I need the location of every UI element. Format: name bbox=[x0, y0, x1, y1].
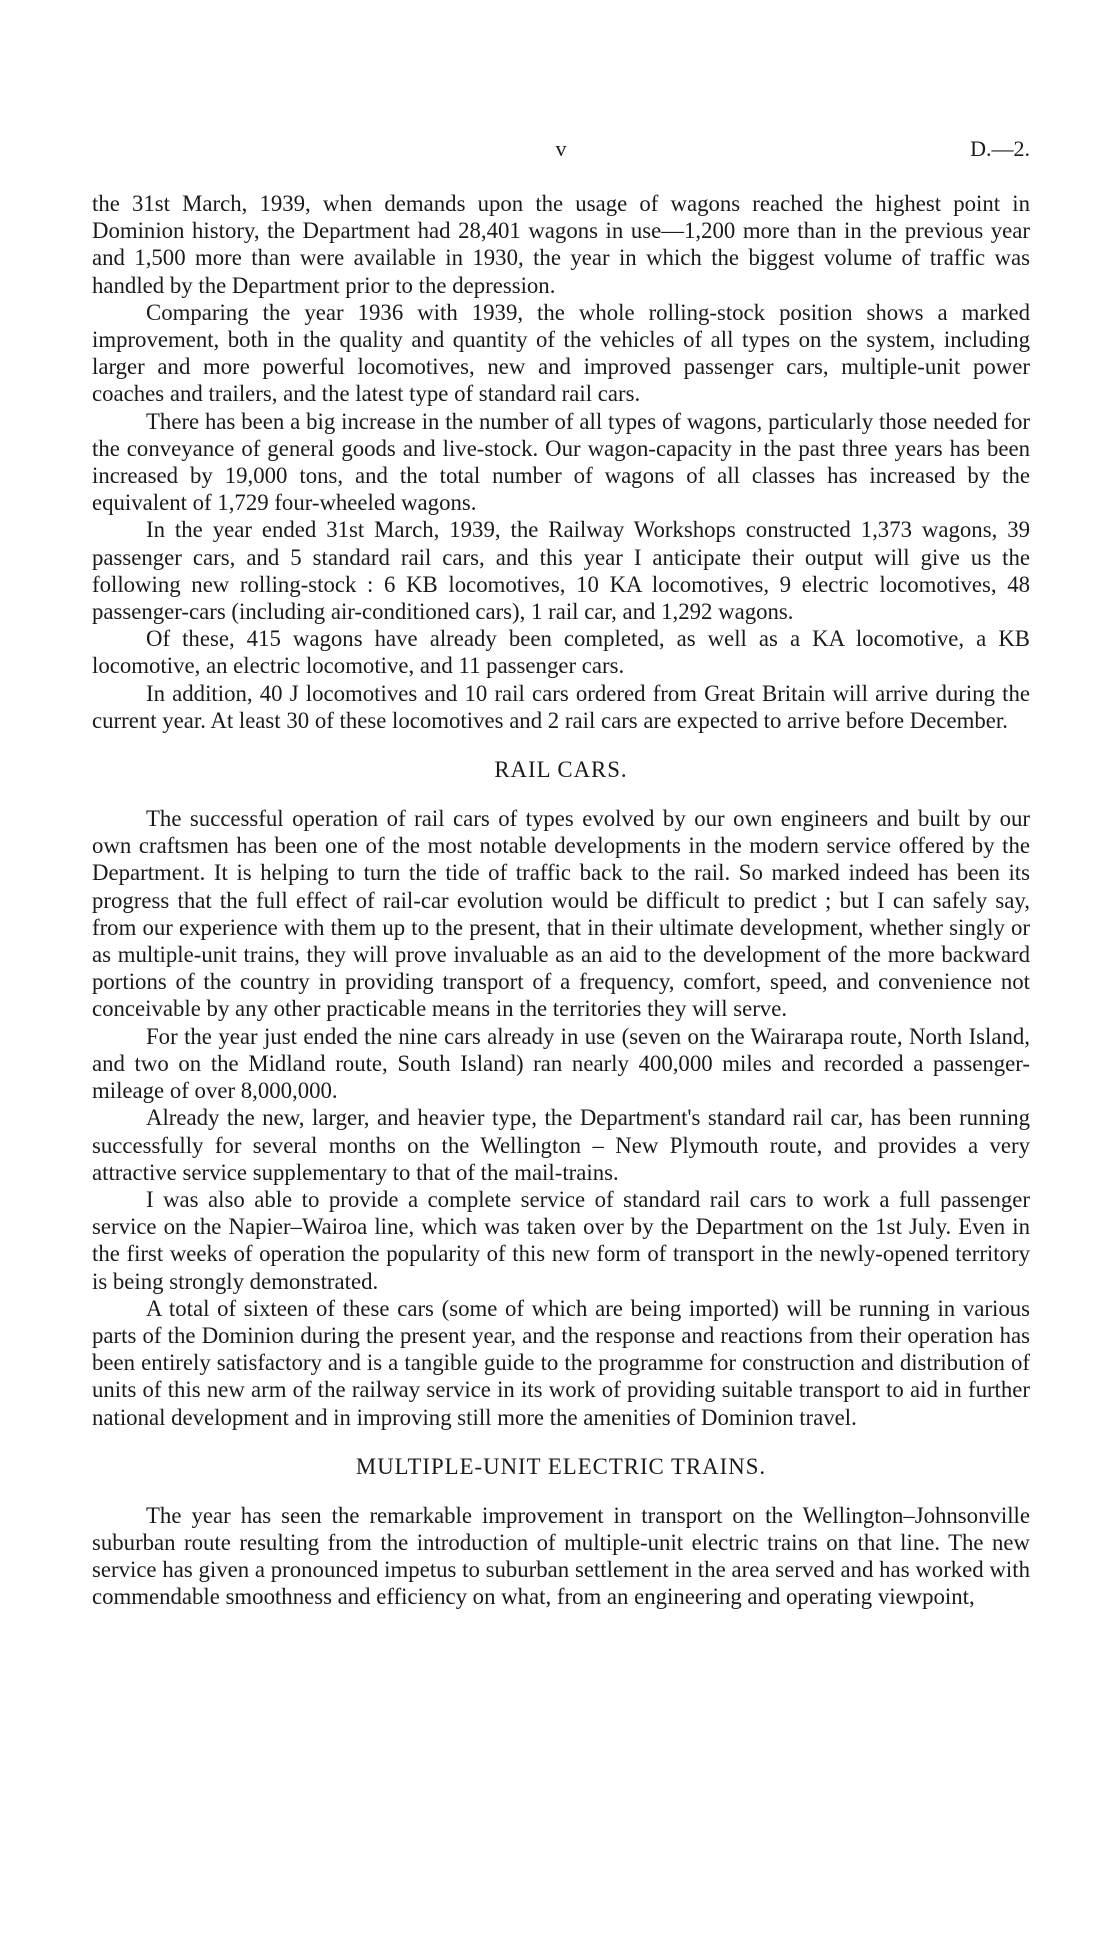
page-header bbox=[92, 136, 1030, 166]
paragraph: For the year just ended the nine cars already in use (seven on the Wairarapa route, North Island, and two on the Midland route, South Island) ran nearly 400,000 miles and recorded a passenger-mileage of over 8,000,000. bbox=[92, 1023, 1030, 1104]
document-reference: D.—2. bbox=[970, 136, 1030, 161]
paragraph: Already the new, larger, and heavier type, the Department's standard rail car, has been running successfully for several months on the Wellington – New Plymouth route, and provides a very attractive service supplementary to that of the mail-trains. bbox=[92, 1105, 1030, 1185]
paragraph: A total of sixteen of these cars (some of which are being imported) will be running in various parts of the Dominion during the present year, and the response and reactions from their operation has been entirely satisfactory and is a tangible guide to the programme for construction and distribution of units of this new arm of the railway service in its work of providing suitable transport to aid in further national development and in improving still more the amenities of Dominion travel. bbox=[92, 1295, 1030, 1430]
paragraph: The year has seen the remarkable improvement in transport on the Wellington–Johnsonville suburban route resulting from the introduction of multiple-unit electric trains on that line. The new service has given a pronounced impetus to suburban settlement in the area served and has worked with commendable smoothness and efficiency on what, from an engineering and operating viewpoint, bbox=[92, 1502, 1030, 1610]
section-heading-rail-cars: RAIL CARS. bbox=[494, 757, 628, 783]
paragraph: Of these, 415 wagons have already been completed, as well as a KA locomotive, a KB locomotive, an electric locomotive, and 11 passenger cars. bbox=[92, 626, 1030, 679]
paragraph: the 31st March, 1939, when demands upon the usage of wagons reached the highest point in Dominion history, the Department had 28,401 wagons in use—1,200 more than in the previous year and 1,500 more than were available in 1930, the year in which the biggest volume of traffic was handled by the Department prior to the depression. bbox=[92, 191, 1030, 298]
section-heading-electric-trains: MULTIPLE-UNIT ELECTRIC TRAINS. bbox=[355, 1453, 767, 1479]
paragraph: Comparing the year 1936 with 1939, the whole rolling-stock position shows a marked improvement, both in the quality and quantity of the vehicles of all types on the system, including larger and more powerful locomotives, new and improved passenger cars, multiple-unit power coaches and trailers, and the latest type of standard rail cars. bbox=[92, 299, 1030, 407]
paragraph: In addition, 40 J locomotives and 10 rail cars ordered from Great Britain will arrive during the current year. At least 30 of these locomotives and 2 rail cars are expected to arrive before December. bbox=[92, 680, 1030, 733]
body-text bbox=[92, 190, 1030, 1611]
paragraph: In the year ended 31st March, 1939, the Railway Workshops constructed 1,373 wagons, 39 passenger cars, and 5 standard rail cars, and this year I anticipate their output will give us the following new rolling-stock : 6 KB locomotives, 10 KA locomotives, 9 electric locomotives, 48 passenger-cars (including air-conditioned cars), 1 rail car, and 1,292 wagons. bbox=[92, 517, 1030, 625]
paragraph: There has been a big increase in the number of all types of wagons, particularly those needed for the conveyance of general goods and live-stock. Our wagon-capacity in the past three years has been increased by 19,000 tons, and the total number of wagons of all classes has increased by the equivalent of 1,729 four-wheeled wagons. bbox=[92, 408, 1030, 516]
paragraph: I was also able to provide a complete service of standard rail cars to work a full passenger service on the Napier–Wairoa line, which was taken over by the Department on the 1st July. Even in the first weeks of operation the popularity of this new form of transport in the newly-opened territory is being strongly demonstrated. bbox=[92, 1186, 1030, 1294]
page-number: v bbox=[555, 136, 567, 161]
paragraph: The successful operation of rail cars of types evolved by our own engineers and built by our own craftsmen has been one of the most notable developments in the modern service offered by the Department. It is helping to turn the tide of traffic back to the rail. So marked indeed has been its progress that the full effect of rail-car evolution would be difficult to predict ; but I can safely say, from our experience with them up to the present, that in their ultimate development, whether singly or as multiple-unit trains, they will prove invaluable as an aid to the development of the more backward portions of the country in providing transport of a frequency, comfort, speed, and convenience not conceivable by any other practicable means in the territories they will serve. bbox=[92, 806, 1030, 1022]
